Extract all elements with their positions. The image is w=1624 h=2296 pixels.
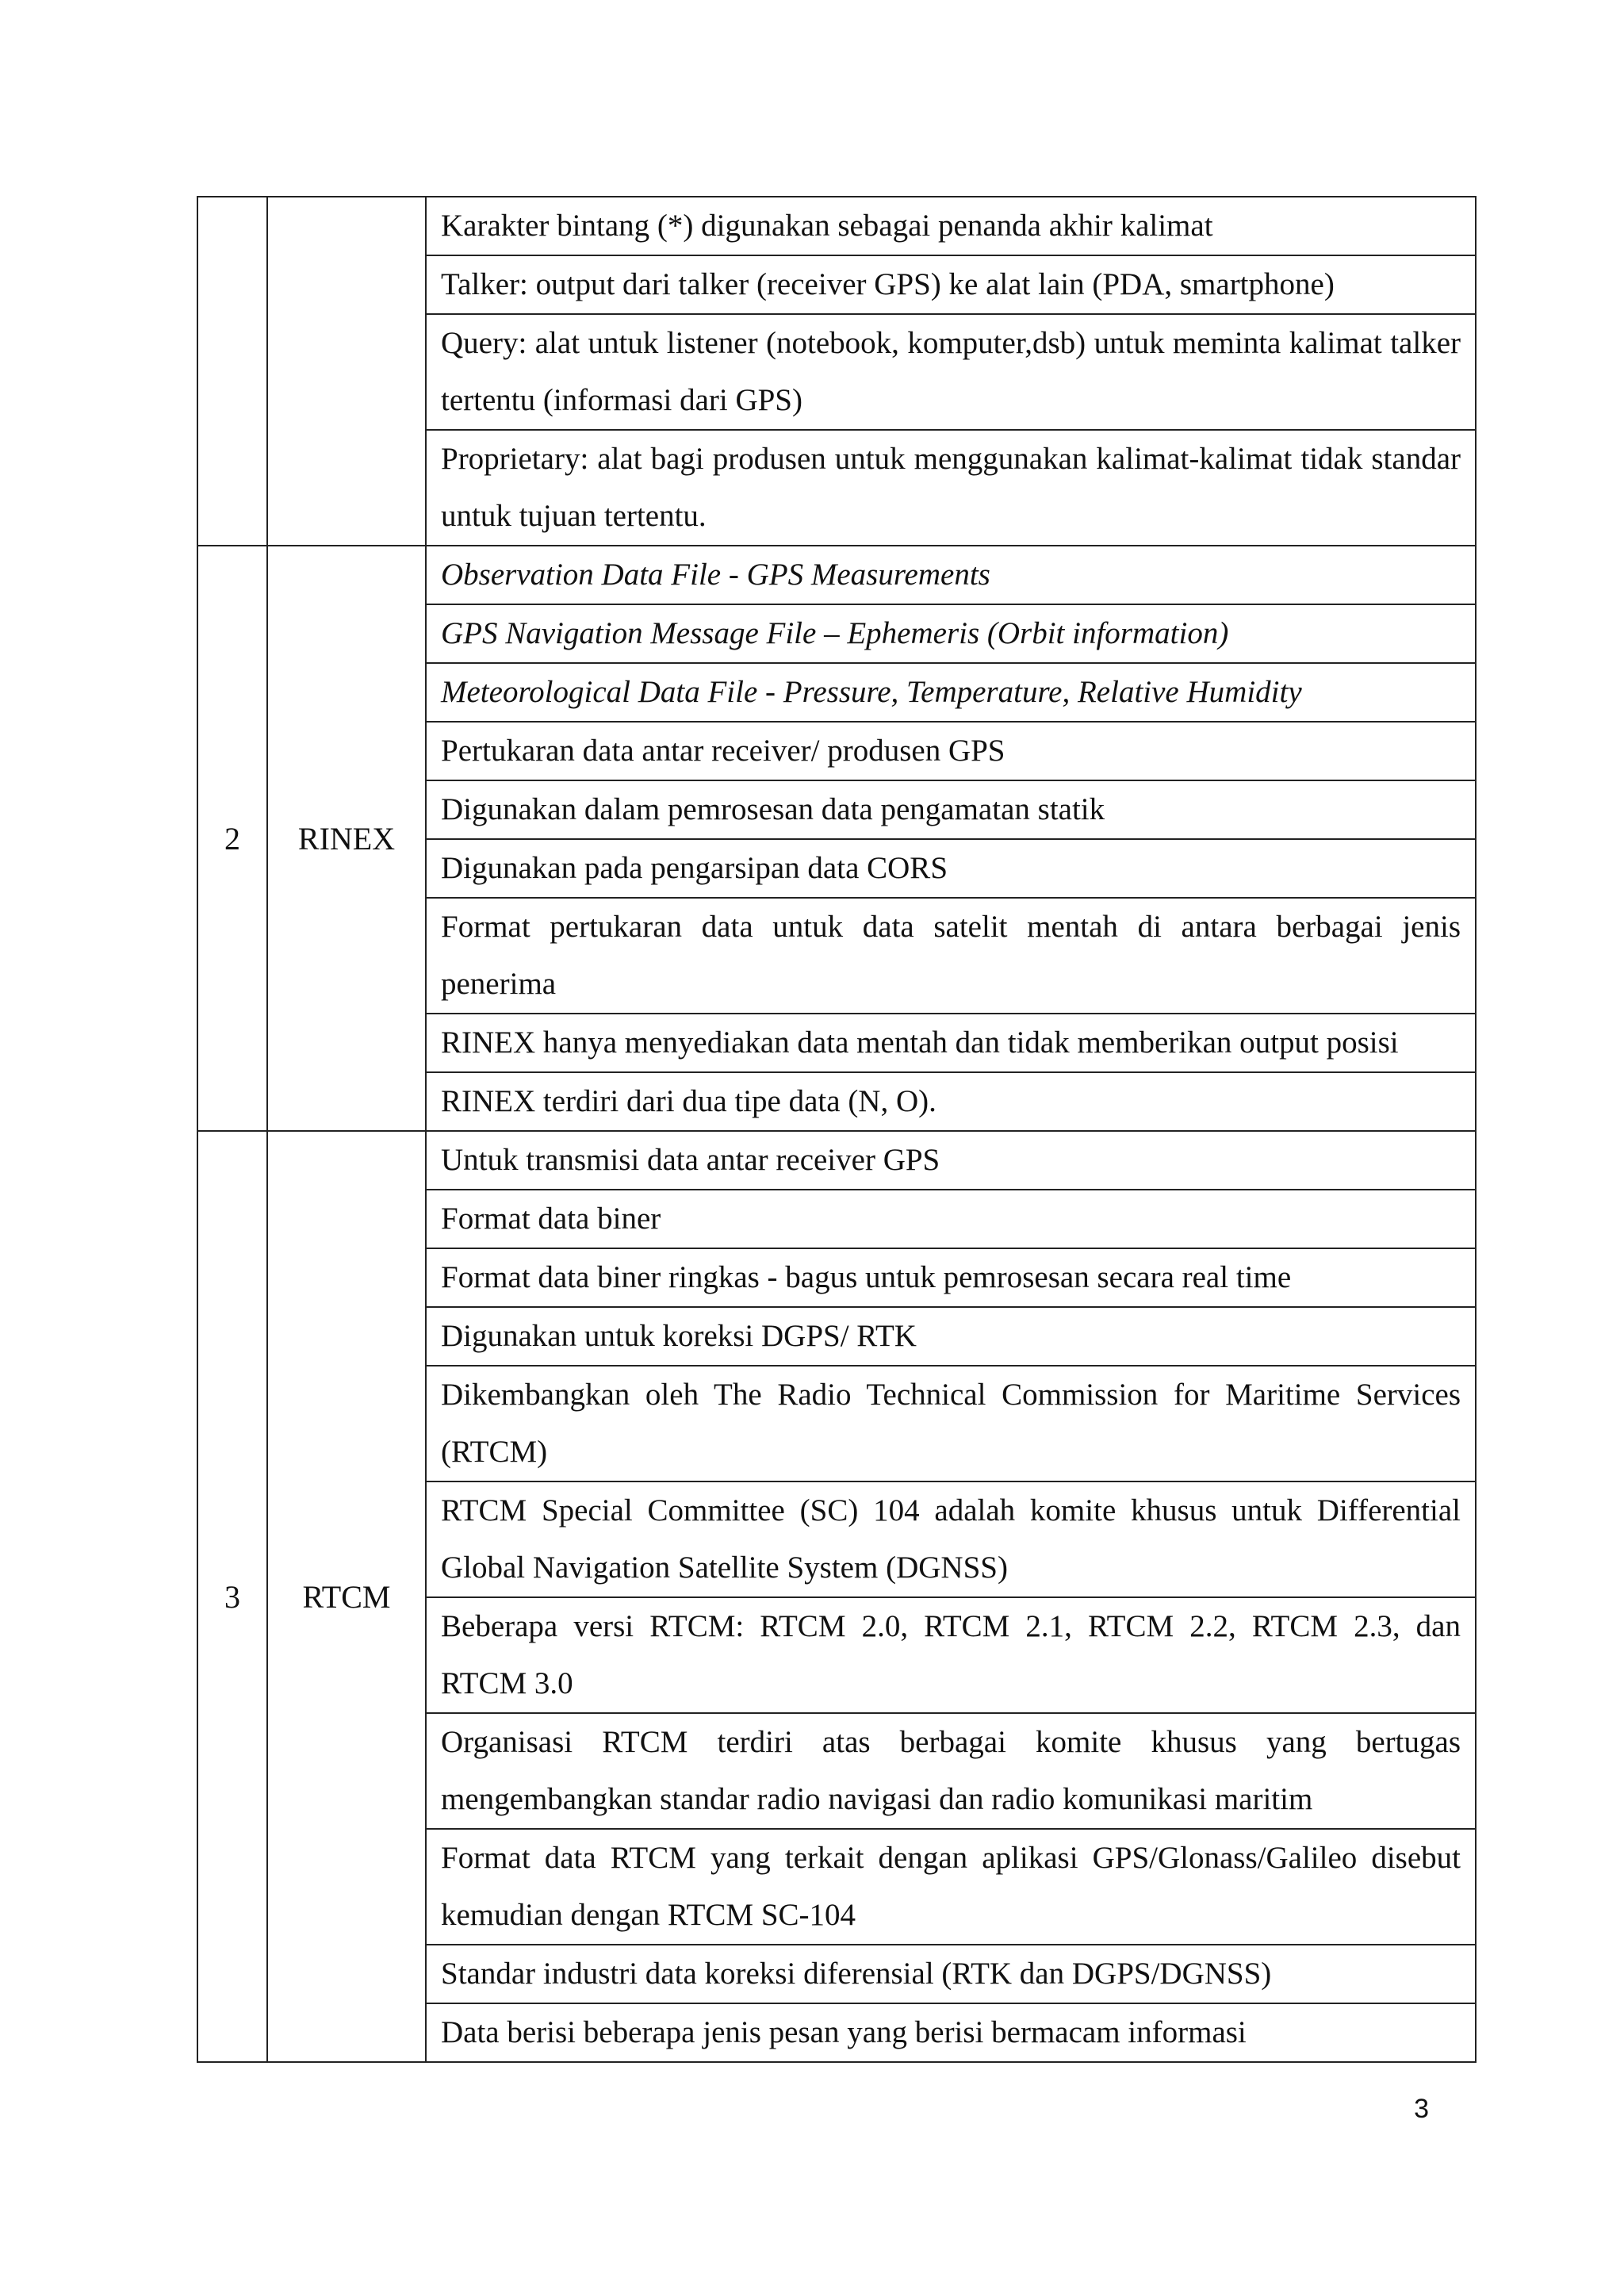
description-cell: Standar industri data koreksi diferensial (RTK dan DGPS/DGNSS) (426, 1945, 1476, 2003)
table-body (197, 197, 1476, 2062)
description-cell: Digunakan pada pengarsipan data CORS (426, 839, 1476, 898)
row-number-cell: 3 (197, 1131, 267, 2062)
description-cell: Format pertukaran data untuk data satelit mentah di antara berbagai jenis penerima (426, 898, 1476, 1014)
description-cell: Format data biner (426, 1190, 1476, 1248)
table-row (197, 1131, 1476, 1190)
description-cell: Karakter bintang (*) digunakan sebagai penanda akhir kalimat (426, 197, 1476, 255)
description-cell: Meteorological Data File - Pressure, Temperature, Relative Humidity (426, 663, 1476, 722)
description-cell: Query: alat untuk listener (notebook, komputer,dsb) untuk meminta kalimat talker tertentu (informasi dari GPS) (426, 314, 1476, 430)
format-name-cell (267, 197, 426, 546)
description-cell: Dikembangkan oleh The Radio Technical Commission for Maritime Services (RTCM) (426, 1366, 1476, 1481)
row-number-cell (197, 197, 267, 546)
description-cell: Untuk transmisi data antar receiver GPS (426, 1131, 1476, 1190)
description-cell: Format data RTCM yang terkait dengan aplikasi GPS/Glonass/Galileo disebut kemudian dengan RTCM SC-104 (426, 1829, 1476, 1945)
row-number-cell: 2 (197, 546, 267, 1131)
description-cell: Digunakan untuk koreksi DGPS/ RTK (426, 1307, 1476, 1366)
description-cell: Data berisi beberapa jenis pesan yang berisi bermacam informasi (426, 2003, 1476, 2062)
format-name-cell: RINEX (267, 546, 426, 1131)
description-cell: Observation Data File - GPS Measurements (426, 546, 1476, 604)
page-number: 3 (1414, 2094, 1429, 2124)
description-cell: Talker: output dari talker (receiver GPS) ke alat lain (PDA, smartphone) (426, 255, 1476, 314)
table-row (197, 546, 1476, 604)
description-cell: Digunakan dalam pemrosesan data pengamatan statik (426, 780, 1476, 839)
description-cell: Format data biner ringkas - bagus untuk pemrosesan secara real time (426, 1248, 1476, 1307)
description-cell: GPS Navigation Message File – Ephemeris (Orbit information) (426, 604, 1476, 663)
description-cell: RINEX terdiri dari dua tipe data (N, O). (426, 1072, 1476, 1131)
description-cell: Proprietary: alat bagi produsen untuk menggunakan kalimat-kalimat tidak standar untuk tujuan tertentu. (426, 430, 1476, 546)
description-cell: Beberapa versi RTCM: RTCM 2.0, RTCM 2.1, RTCM 2.2, RTCM 2.3, dan RTCM 3.0 (426, 1597, 1476, 1713)
format-name-cell: RTCM (267, 1131, 426, 2062)
format-table (197, 196, 1477, 2063)
table-row (197, 197, 1476, 255)
description-cell: RINEX hanya menyediakan data mentah dan tidak memberikan output posisi (426, 1014, 1476, 1072)
description-cell: Pertukaran data antar receiver/ produsen GPS (426, 722, 1476, 780)
description-cell: RTCM Special Committee (SC) 104 adalah komite khusus untuk Differential Global Navigation Satellite System (DGNSS) (426, 1481, 1476, 1597)
description-cell: Organisasi RTCM terdiri atas berbagai komite khusus yang bertugas mengembangkan standar radio navigasi dan radio komunikasi maritim (426, 1713, 1476, 1829)
